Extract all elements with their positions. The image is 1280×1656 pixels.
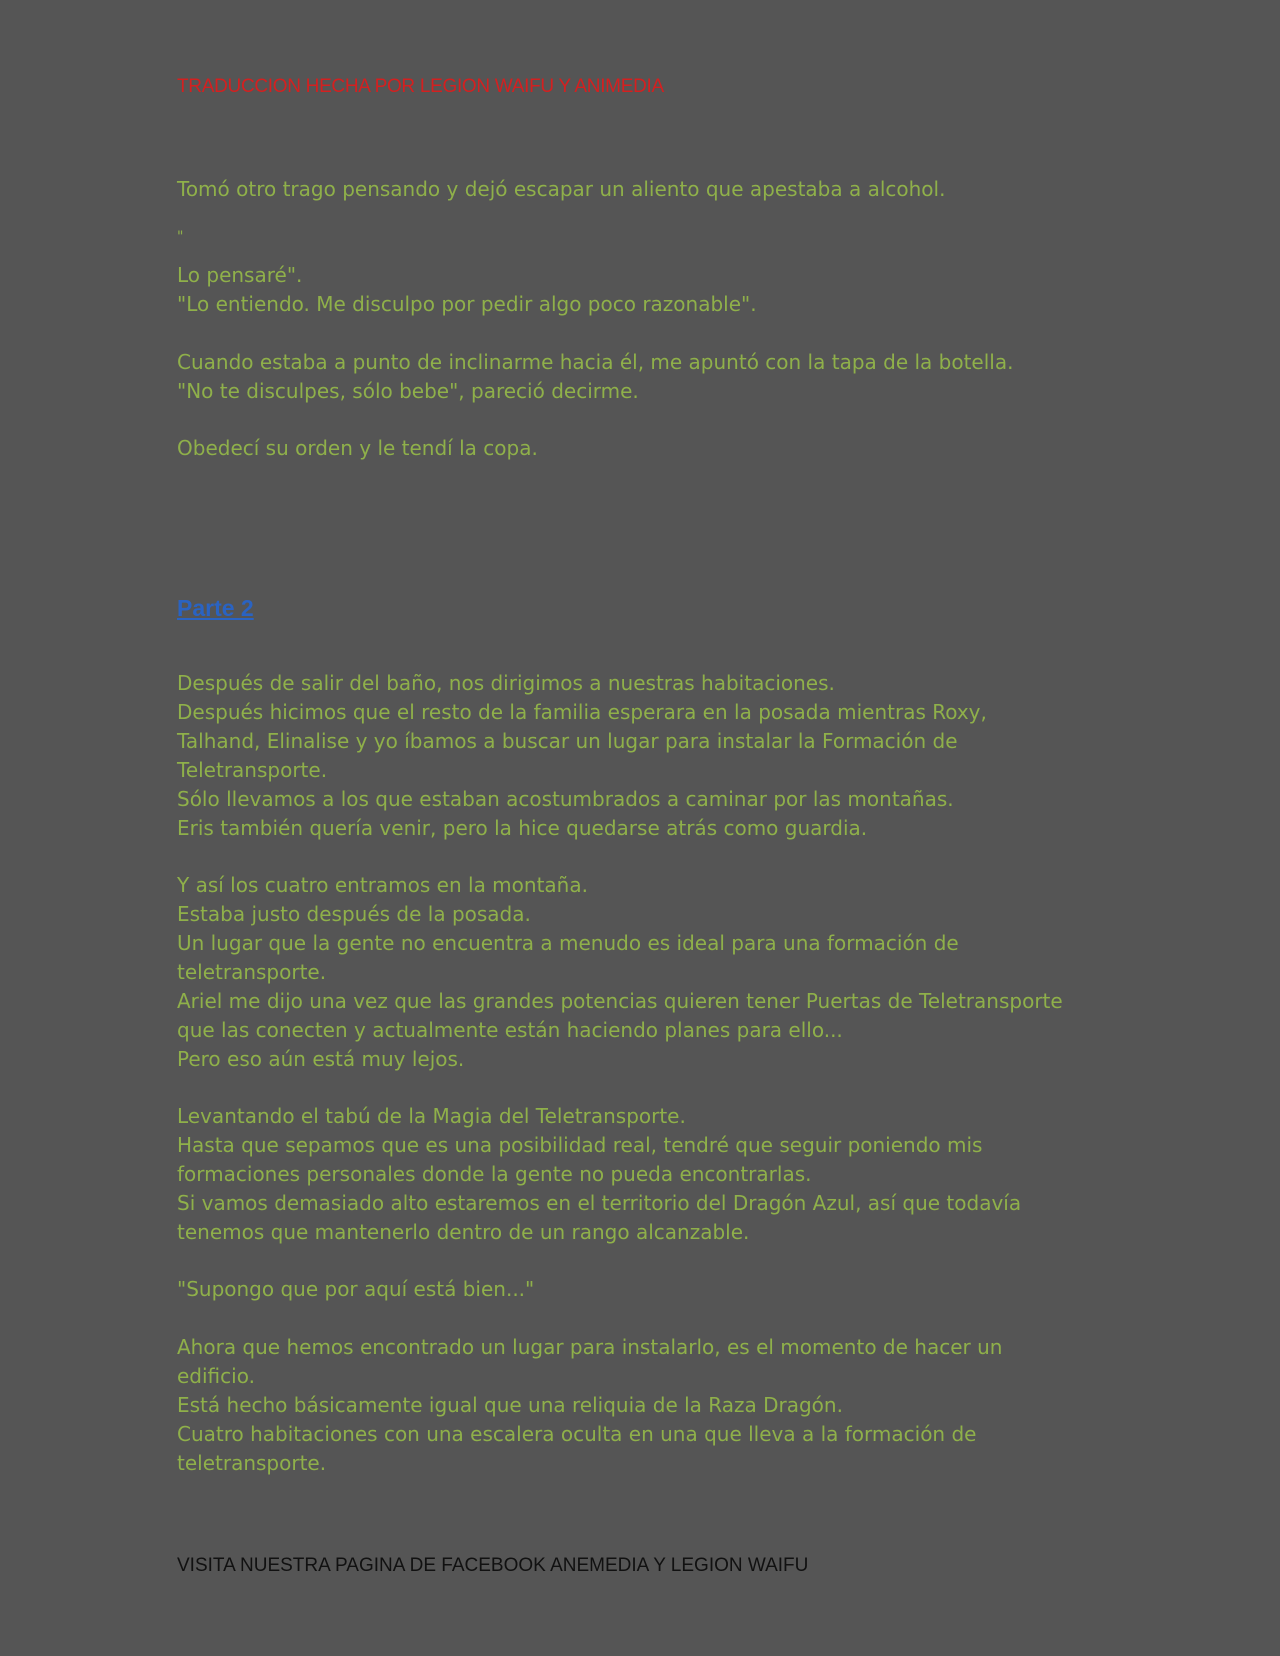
paragraph	[177, 1102, 1021, 1247]
text-line: Un lugar que la gente no encuentra a menudo es ideal para una formación de	[177, 931, 959, 955]
text-line: Lo pensaré".	[177, 263, 303, 287]
text-line: Hasta que sepamos que es una posibilidad real, tendré que seguir poniendo mis	[177, 1133, 983, 1157]
text-line: Eris también quería venir, pero la hice quedarse atrás como guardia.	[177, 816, 868, 840]
text-line: edificio.	[177, 1364, 255, 1388]
paragraph	[177, 871, 1063, 1074]
text-line: Obedecí su orden y le tendí la copa.	[177, 436, 538, 460]
text-line: Después hicimos que el resto de la familia esperara en la posada mientras Roxy,	[177, 700, 987, 724]
text-line: Ariel me dijo una vez que las grandes potencias quieren tener Puertas de Teletransporte	[177, 989, 1063, 1013]
text-line: "Lo entiendo. Me disculpo por pedir algo poco razonable".	[177, 292, 757, 316]
stray-quote-mark: "	[177, 229, 184, 245]
document-page	[177, 0, 1117, 1656]
paragraph	[177, 434, 538, 463]
text-line: formaciones personales donde la gente no pueda encontrarlas.	[177, 1162, 812, 1186]
part-heading-link[interactable]: Parte 2	[177, 595, 254, 621]
text-line: Después de salir del baño, nos dirigimos a nuestras habitaciones.	[177, 671, 835, 695]
facebook-footer: VISITA NUESTRA PAGINA DE FACEBOOK ANEMEDIA Y LEGION WAIFU	[177, 1555, 809, 1576]
text-line: Y así los cuatro entramos en la montaña.	[177, 873, 588, 897]
paragraph	[177, 348, 1013, 406]
text-line: teletransporte.	[177, 960, 327, 984]
text-line: Pero eso aún está muy lejos.	[177, 1047, 465, 1071]
text-line: que las conecten y actualmente están haciendo planes para ello...	[177, 1018, 843, 1042]
paragraph	[177, 1333, 1002, 1478]
text-line: Tomó otro trago pensando y dejó escapar un aliento que apestaba a alcohol.	[177, 177, 946, 201]
text-line: Estaba justo después de la posada.	[177, 902, 531, 926]
text-line: Talhand, Elinalise y yo íbamos a buscar un lugar para instalar la Formación de	[177, 729, 958, 753]
text-line: Si vamos demasiado alto estaremos en el territorio del Dragón Azul, así que todavía	[177, 1191, 1022, 1215]
text-line: "No te disculpes, sólo bebe", pareció decirme.	[177, 379, 639, 403]
paragraph	[177, 669, 987, 843]
text-line: Teletransporte.	[177, 758, 328, 782]
text-line: Sólo llevamos a los que estaban acostumbrados a caminar por las montañas.	[177, 787, 954, 811]
paragraph	[177, 261, 757, 319]
text-line: Está hecho básicamente igual que una reliquia de la Raza Dragón.	[177, 1393, 843, 1417]
text-line: tenemos que mantenerlo dentro de un rango alcanzable.	[177, 1220, 750, 1244]
translation-credit-header: TRADUCCION HECHA POR LEGION WAIFU Y ANIMEDIA	[177, 76, 664, 97]
text-line: teletransporte.	[177, 1451, 327, 1475]
paragraph	[177, 175, 945, 204]
text-line: Ahora que hemos encontrado un lugar para instalarlo, es el momento de hacer un	[177, 1335, 1003, 1359]
text-line: Cuando estaba a punto de inclinarme hacia él, me apuntó con la tapa de la botella.	[177, 350, 1014, 374]
text-line: Cuatro habitaciones con una escalera oculta en una que lleva a la formación de	[177, 1422, 977, 1446]
paragraph	[177, 1275, 534, 1304]
text-line: "Supongo que por aquí está bien..."	[177, 1277, 535, 1301]
text-line: Levantando el tabú de la Magia del Teletransporte.	[177, 1104, 686, 1128]
